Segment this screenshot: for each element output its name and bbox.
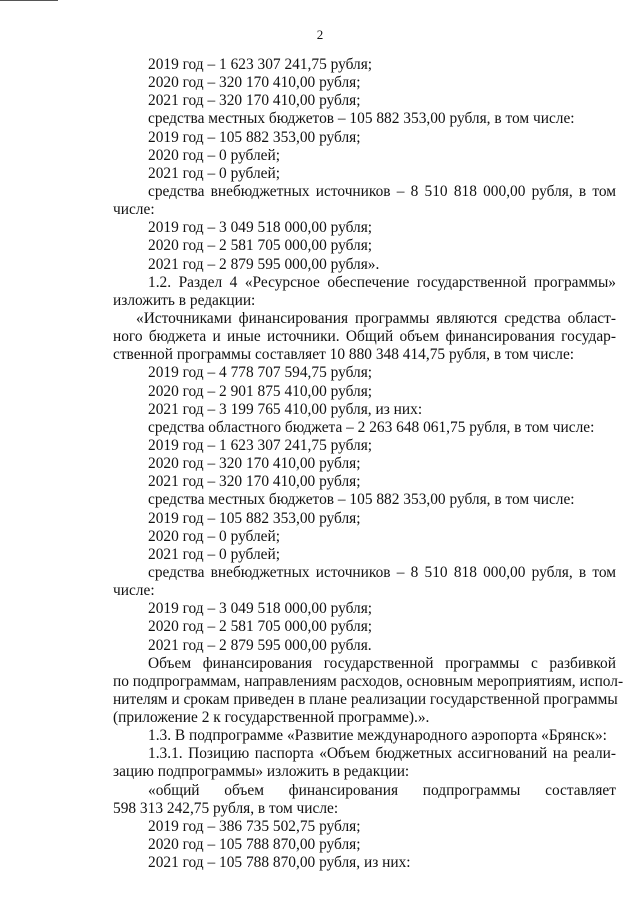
text-line: 2021 год – 320 170 410,00 рубля;	[148, 473, 361, 491]
text-line: (приложение 2 к государственной программе).».	[113, 709, 430, 727]
text-line: 2019 год – 1 623 307 241,75 рубля;	[148, 56, 373, 73]
text-line	[113, 782, 616, 800]
text-line: 2021 год – 0 рублей;	[148, 164, 281, 182]
text-line: средства местных бюджетов – 105 882 353,00 рубля, в том числе:	[148, 491, 575, 509]
word: «общий	[148, 781, 200, 799]
text-line: 2019 год – 105 882 353,00 рубля;	[148, 509, 361, 527]
text-line: 598 313 242,75 рубля, в том числе:	[113, 799, 339, 817]
text-line: «Источниками финансирования программы являются средства област-	[136, 309, 616, 327]
document-body	[113, 56, 624, 872]
scan-edge-line	[0, 0, 58, 1]
text-line: 1.3. В подпрограмме «Развитие международного аэропорта «Брянск»:	[148, 727, 607, 745]
text-line: 2021 год – 3 199 765 410,00 рубля, из них:	[148, 400, 423, 418]
text-line: средства местных бюджетов – 105 882 353,00 рубля, в том числе:	[148, 110, 575, 128]
word: объем	[224, 781, 264, 799]
text-line: ственной программы составляет 10 880 348 414,75 рубля, в том числе:	[113, 346, 575, 364]
text-line: 1.2. Раздел 4 «Ресурсное обеспечение государственной программы»	[148, 273, 616, 291]
text-line: средства внебюджетных источников – 8 510 818 000,00 рубля, в том	[148, 182, 616, 200]
text-line: 2021 год – 0 рублей;	[148, 545, 281, 563]
text-line: 2021 год – 105 788 870,00 рубля, из них:	[148, 854, 411, 872]
text-line: 2020 год – 2 581 705 000,00 рубля;	[148, 237, 373, 255]
text-line: 2019 год – 4 778 707 594,75 рубля;	[148, 364, 373, 382]
text-line: Объем финансирования государственной программы с разбивкой	[148, 654, 616, 672]
text-line: 2019 год – 3 049 518 000,00 рубля;	[148, 600, 373, 618]
text-line: числе:	[113, 201, 155, 219]
text-line: числе:	[113, 582, 155, 600]
page-number: 2	[316, 27, 324, 42]
text-line: 2020 год – 320 170 410,00 рубля;	[148, 455, 361, 473]
text-line: 2020 год – 320 170 410,00 рубля;	[148, 74, 361, 92]
text-line: 1.3.1. Позицию паспорта «Объем бюджетных ассигнований на реали-	[148, 745, 616, 763]
text-line: изложить в редакции:	[113, 291, 256, 309]
word: составляет	[545, 781, 616, 799]
text-line: 2019 год – 1 623 307 241,75 рубля;	[148, 436, 373, 454]
text-line: 2020 год – 2 901 875 410,00 рубля;	[148, 382, 373, 400]
text-line: 2019 год – 105 882 353,00 рубля;	[148, 128, 361, 146]
text-line: зацию подпрограммы» изложить в редакции:	[113, 763, 410, 781]
text-line: 2020 год – 105 788 870,00 рубля;	[148, 836, 361, 854]
text-line: 2019 год – 3 049 518 000,00 рубля;	[148, 219, 373, 237]
text-line: 2020 год – 0 рублей;	[148, 527, 281, 545]
text-line: 2021 год – 320 170 410,00 рубля;	[148, 92, 361, 110]
text-line: нителям и срокам приведен в плане реализации государственной программы	[113, 690, 618, 708]
text-line: ного бюджета и иные источники. Общий объем финансирования государ-	[113, 328, 616, 346]
text-line: средства внебюджетных источников – 8 510 818 000,00 рубля, в том	[148, 563, 616, 581]
text-line: 2020 год – 2 581 705 000,00 рубля;	[148, 618, 373, 636]
text-line: средства областного бюджета – 2 263 648 061,75 рубля, в том числе:	[148, 418, 595, 436]
text-line: 2020 год – 0 рублей;	[148, 146, 281, 164]
text-line: 2021 год – 2 879 595 000,00 рубля».	[148, 255, 380, 273]
word: подпрограммы	[422, 781, 521, 799]
word: финансирования	[288, 781, 399, 799]
text-line: 2019 год – 386 735 502,75 рубля;	[148, 817, 361, 835]
text-line: по подпрограммам, направлениям расходов, основным мероприятиям, испол-	[113, 672, 624, 690]
text-line: 2021 год – 2 879 595 000,00 рубля.	[148, 636, 372, 654]
